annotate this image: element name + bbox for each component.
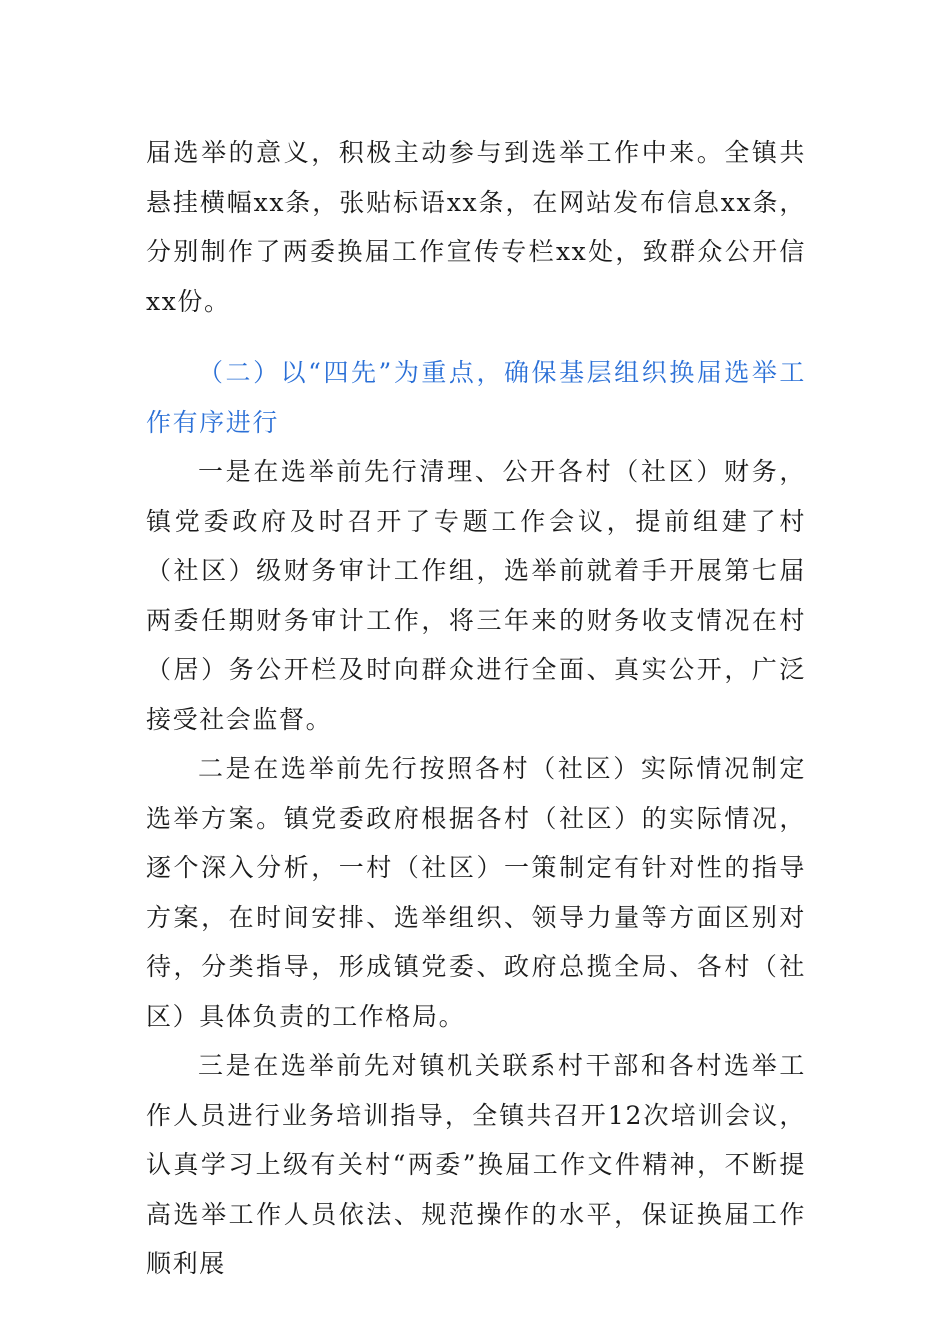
section-heading: （二）以“四先”为重点，确保基层组织换届选举工作有序进行 [146,358,806,437]
paragraph-item-3: 三是在选举前先对镇机关联系村干部和各村选举工作人员进行业务培训指导，全镇共召开12次培训会议，认真学习上级有关村“两委”换届工作文件精神，不断提高选举工作人员依法、规范操作的水平，保证换届工作顺利展 [146,1051,806,1278]
document-body [146,128,806,1289]
paragraph-item-1: 一是在选举前先行清理、公开各村（社区）财务，镇党委政府及时召开了专题工作会议，提前组建了村（社区）级财务审计工作组，选举前就着手开展第七届两委任期财务审计工作，将三年来的财务收支情况在村（居）务公开栏及时向群众进行全面、真实公开，广泛接受社会监督。 [146,457,806,734]
paragraph-continuation: 届选举的意义，积极主动参与到选举工作中来。全镇共悬挂横幅xx条，张贴标语xx条，在网站发布信息xx条，分别制作了两委换届工作宣传专栏xx处，致群众公开信xx份。 [146,138,806,316]
paragraph-item-2: 二是在选举前先行按照各村（社区）实际情况制定选举方案。镇党委政府根据各村（社区）的实际情况，逐个深入分析，一村（社区）一策制定有针对性的指导方案，在时间安排、选举组织、领导力量等方面区别对待，分类指导，形成镇党委、政府总揽全局、各村（社区）具体负责的工作格局。 [146,754,806,1031]
